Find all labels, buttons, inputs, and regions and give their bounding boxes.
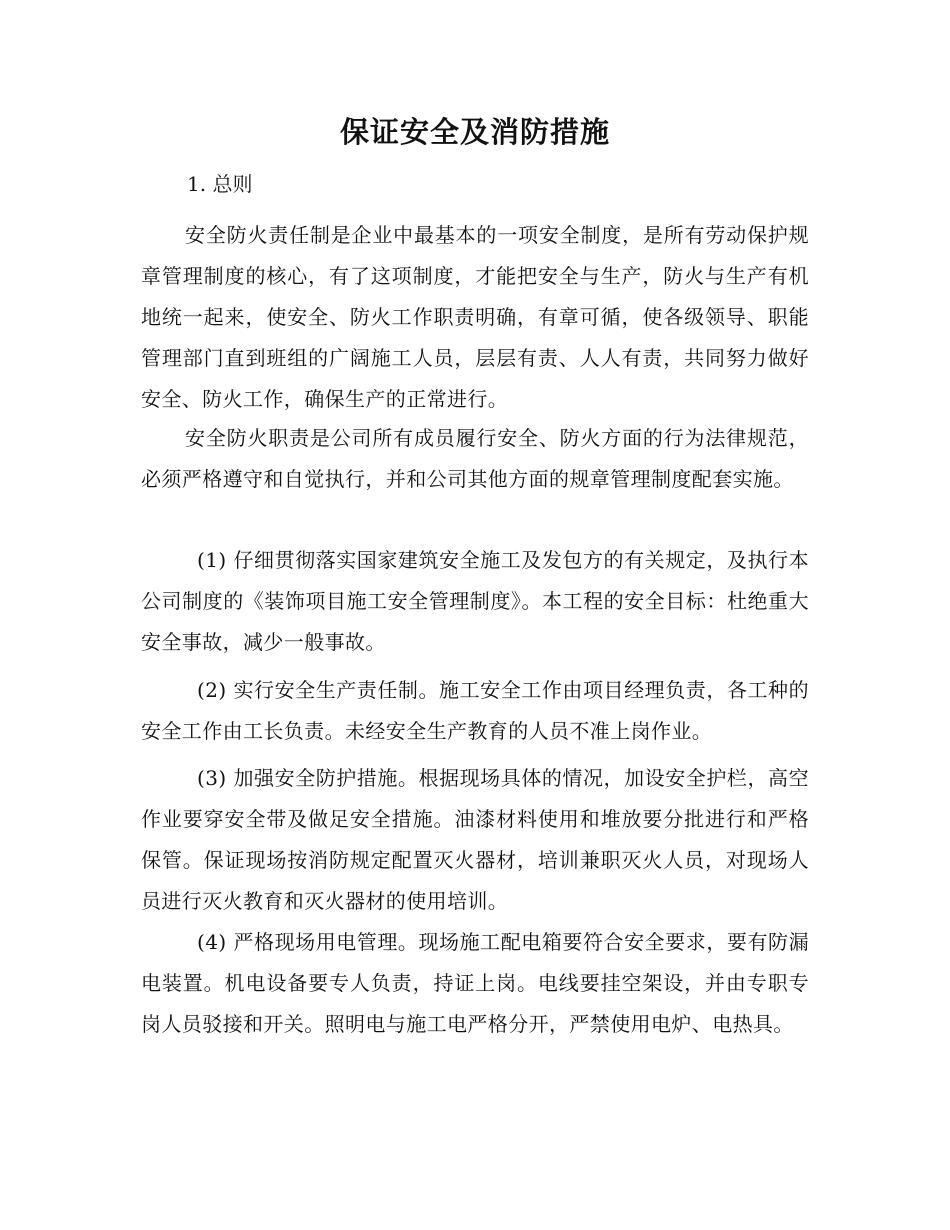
section-heading: 1. 总则: [187, 172, 253, 196]
document-title: 保证安全及消防措施: [339, 115, 610, 149]
paragraph-responsibility-system: 安全防火责任制是企业中最基本的一项安全制度，是所有劳动保护规章管理制度的核心，有了这项制度，才能把安全与生产，防火与生产有机地统一起来，使安全、防火工作职责明确，有章可循，使各级领导、职能管理部门直到班组的广阔施工人员，层层有责、人人有责，共同努力做好安全、防火工作，确保生产的正常进行。: [141, 223, 809, 411]
list-item-4: (4) 严格现场用电管理。现场施工配电箱要符合安全要求，要有防漏电装置。机电设备要专人负责，持证上岗。电线要挂空架设，并由专职专岗人员驳接和开关。照明电与施工电严格分开，严禁使用电炉、电热具。: [141, 930, 809, 1036]
paragraph-responsibility-duties: 安全防火职责是公司所有成员履行安全、防火方面的行为法律规范，必须严格遵守和自觉执行，并和公司其他方面的规章管理制度配套实施。: [141, 426, 809, 491]
list-item-2: (2) 实行安全生产责任制。施工安全工作由项目经理负责，各工种的安全工作由工长负责。未经安全生产教育的人员不准上岗作业。: [141, 678, 809, 743]
list-item-3: (3) 加强安全防护措施。根据现场具体的情况，加设安全护栏，高空作业要穿安全带及做足安全措施。油漆材料使用和堆放要分批进行和严格保管。保证现场按消防规定配置灭火器材，培训兼职灭火人员，对现场人员进行灭火教育和灭火器材的使用培训。: [141, 766, 809, 913]
list-item-1: (1) 仔细贯彻落实国家建筑安全施工及发包方的有关规定，及执行本公司制度的《装饰项目施工安全管理制度》。本工程的安全目标：杜绝重大安全事故，减少一般事故。: [141, 548, 809, 654]
